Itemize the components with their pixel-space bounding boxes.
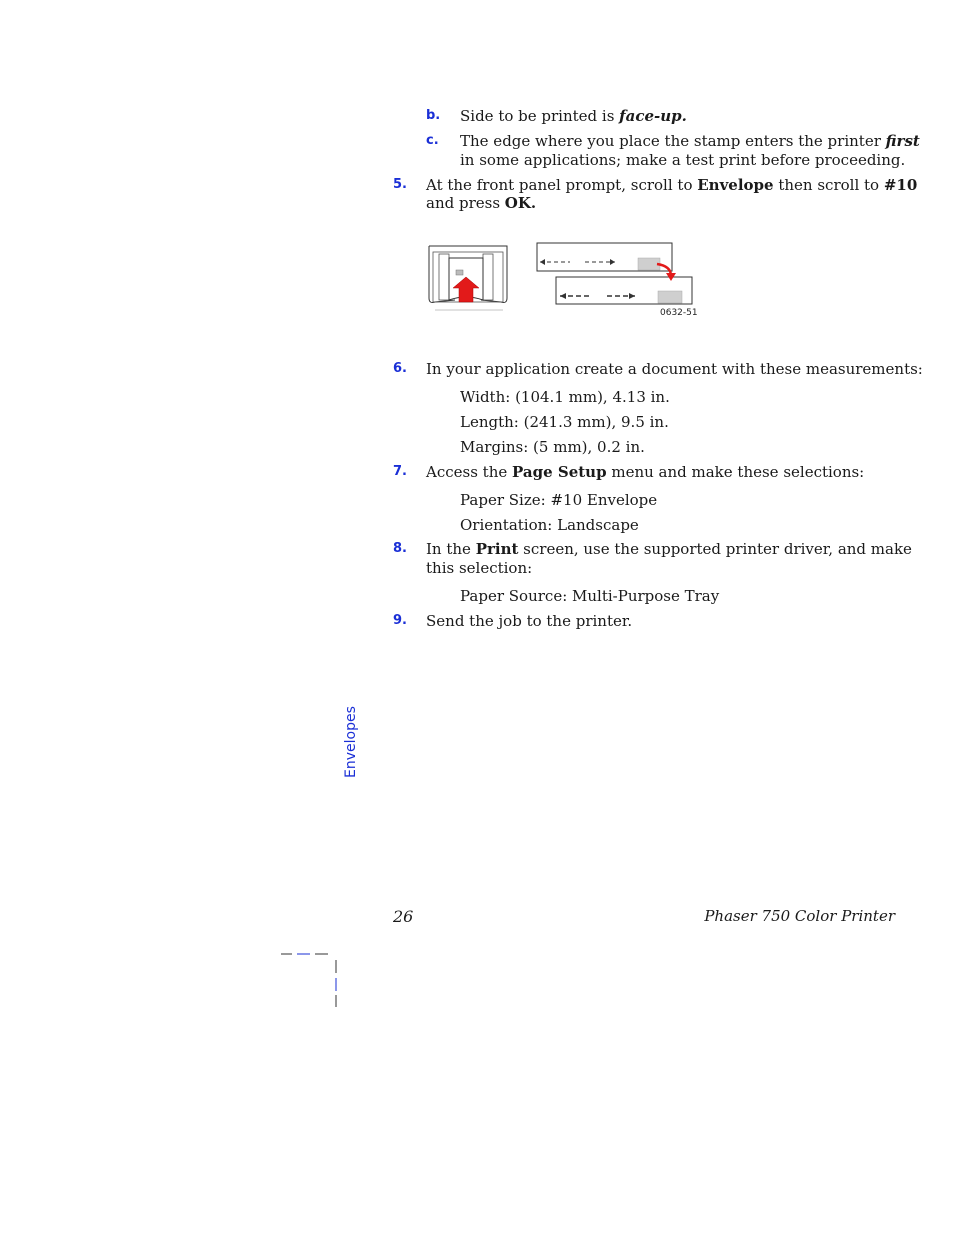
step-c-text-cont: in some applications; make a test print before proceeding. — [460, 151, 906, 169]
step-6-item: Length: (241.3 mm), 9.5 in. — [460, 413, 669, 431]
step-7-item: Orientation: Landscape — [460, 516, 639, 534]
step-b-text: Side to be printed is face-up. — [460, 107, 687, 125]
step-7-marker: 7. — [393, 464, 407, 479]
footer-title: Phaser 750 Color Printer — [704, 907, 895, 925]
step-8-text: In the Print screen, use the supported printer driver, and make — [426, 540, 912, 558]
step-5-text: At the front panel prompt, scroll to Envelope then scroll to #10 — [426, 176, 918, 194]
page-number: 26 — [393, 907, 414, 926]
step-7-text: Access the Page Setup menu and make these selections: — [426, 463, 865, 481]
section-side-tab: Envelopes — [343, 706, 359, 778]
step-6-item: Width: (104.1 mm), 4.13 in. — [460, 388, 670, 406]
step-9-text: Send the job to the printer. — [426, 612, 633, 630]
step-6-item: Margins: (5 mm), 0.2 in. — [460, 438, 645, 456]
step-b-marker: b. — [426, 108, 441, 123]
step-7-item: Paper Size: #10 Envelope — [460, 491, 658, 509]
step-8-marker: 8. — [393, 541, 407, 556]
step-6-text: In your application create a document with these measurements: — [426, 360, 923, 378]
front-panel-display-2 — [556, 277, 692, 304]
step-5-marker: 5. — [393, 177, 407, 192]
step-c-marker: c. — [426, 133, 439, 148]
figure-label: 0632-51 — [660, 308, 698, 318]
printer-tray-illustration — [429, 246, 507, 310]
step-9-marker: 9. — [393, 613, 407, 628]
front-panel-display-1 — [537, 243, 672, 271]
step-6-marker: 6. — [393, 361, 407, 376]
step-8-text-cont: this selection: — [426, 559, 533, 577]
step-8-item: Paper Source: Multi-Purpose Tray — [460, 587, 720, 605]
step-5-text-cont: and press OK. — [426, 194, 537, 212]
step-c-text: The edge where you place the stamp enters the printer first — [460, 132, 920, 150]
crop-marks — [278, 948, 342, 1010]
